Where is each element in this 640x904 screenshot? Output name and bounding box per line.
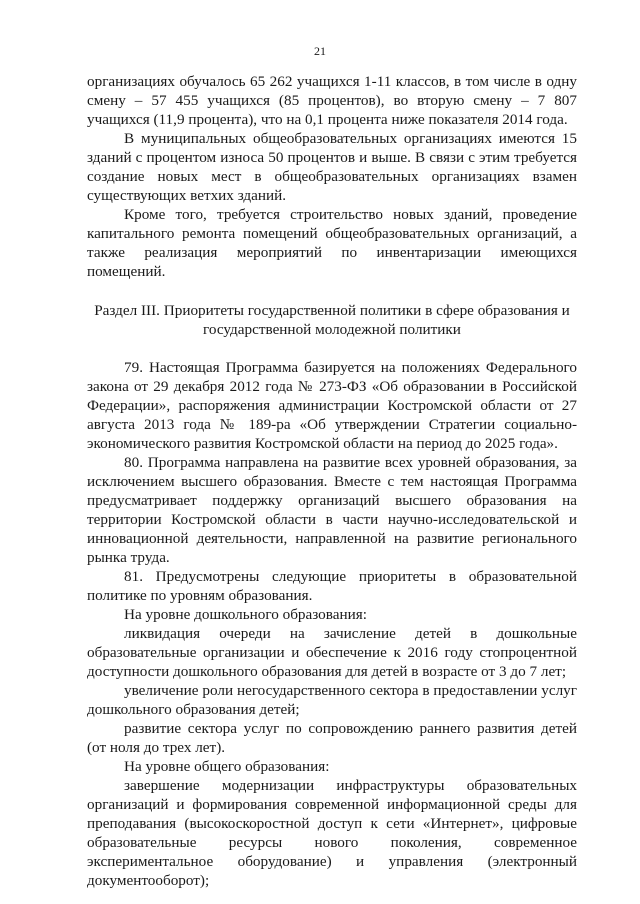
section-heading-line-1: Раздел III. Приоритеты государственной политики в сфере образования и	[94, 302, 570, 319]
paragraph-buildings-wear: В муниципальных общеобразовательных организациях имеются 15 зданий с процентом износа 50 процентов и выше. В связи с этим требуется создание новых мест в общеобразовательных организациях взамен существующих ветхих зданий.	[87, 130, 577, 204]
section-heading	[87, 301, 577, 339]
paragraph-80: 80. Программа направлена на развитие всех уровней образования, за исключением высшего образования. Вместе с тем настоящая Программа предусматривает поддержку организаций высшего образования на территории Костромской области в части научно-исследовательской и инновационной деятельности, направленной на развитие регионального рынка труда.	[87, 454, 577, 566]
paragraph-general-modernization: завершение модернизации инфраструктуры образовательных организаций и формирования современной информационной среды для преподавания (высокоскоростной доступ к сети «Интернет», цифровые образовательные ресурсы нового поколения, современное экспериментальное оборудование) и управления (электронный документооборот);	[87, 777, 577, 889]
paragraph-81: 81. Предусмотрены следующие приоритеты в образовательной политике по уровням образования.	[87, 568, 577, 604]
document-body	[87, 72, 577, 890]
paragraph-79: 79. Настоящая Программа базируется на положениях Федерального закона от 29 декабря 2012 года № 273-ФЗ «Об образовании в Российской Федерации», распоряжения администрации Костромской области от 27 августа 2013 года № 189-ра «Об утверждении Стратегии социально-экономического развития Костромской области на период до 2025 года».	[87, 359, 577, 452]
section-heading-line-2: государственной молодежной политики	[203, 321, 461, 338]
paragraph-preschool-heading: На уровне дошкольного образования:	[124, 606, 367, 623]
paragraph-preschool-queue: ликвидация очереди на зачисление детей в дошкольные образовательные организации и обеспечение к 2016 году стопроцентной доступности дошкольного образования для детей в возрасте от 3 до 7 лет;	[87, 625, 577, 680]
paragraph-students-shifts: организациях обучалось 65 262 учащихся 1-11 классов, в том числе в одну смену – 57 455 учащихся (85 процентов), во вторую смену – 7 807 учащихся (11,9 процента), что на 0,1 процента ниже показателя 2014 года.	[87, 73, 577, 128]
page-number: 21	[314, 44, 326, 58]
paragraph-preschool-early: развитие сектора услуг по сопровождению раннего развития детей (от ноля до трех лет).	[87, 720, 577, 756]
paragraph-new-buildings: Кроме того, требуется строительство новых зданий, проведение капитального ремонта помещений общеобразовательных организаций, а также реализация мероприятий по инвентаризации имеющихся помещений.	[87, 206, 577, 280]
paragraph-preschool-private: увеличение роли негосударственного сектора в предоставлении услуг дошкольного образования детей;	[87, 682, 577, 718]
paragraph-general-heading: На уровне общего образования:	[124, 758, 330, 775]
